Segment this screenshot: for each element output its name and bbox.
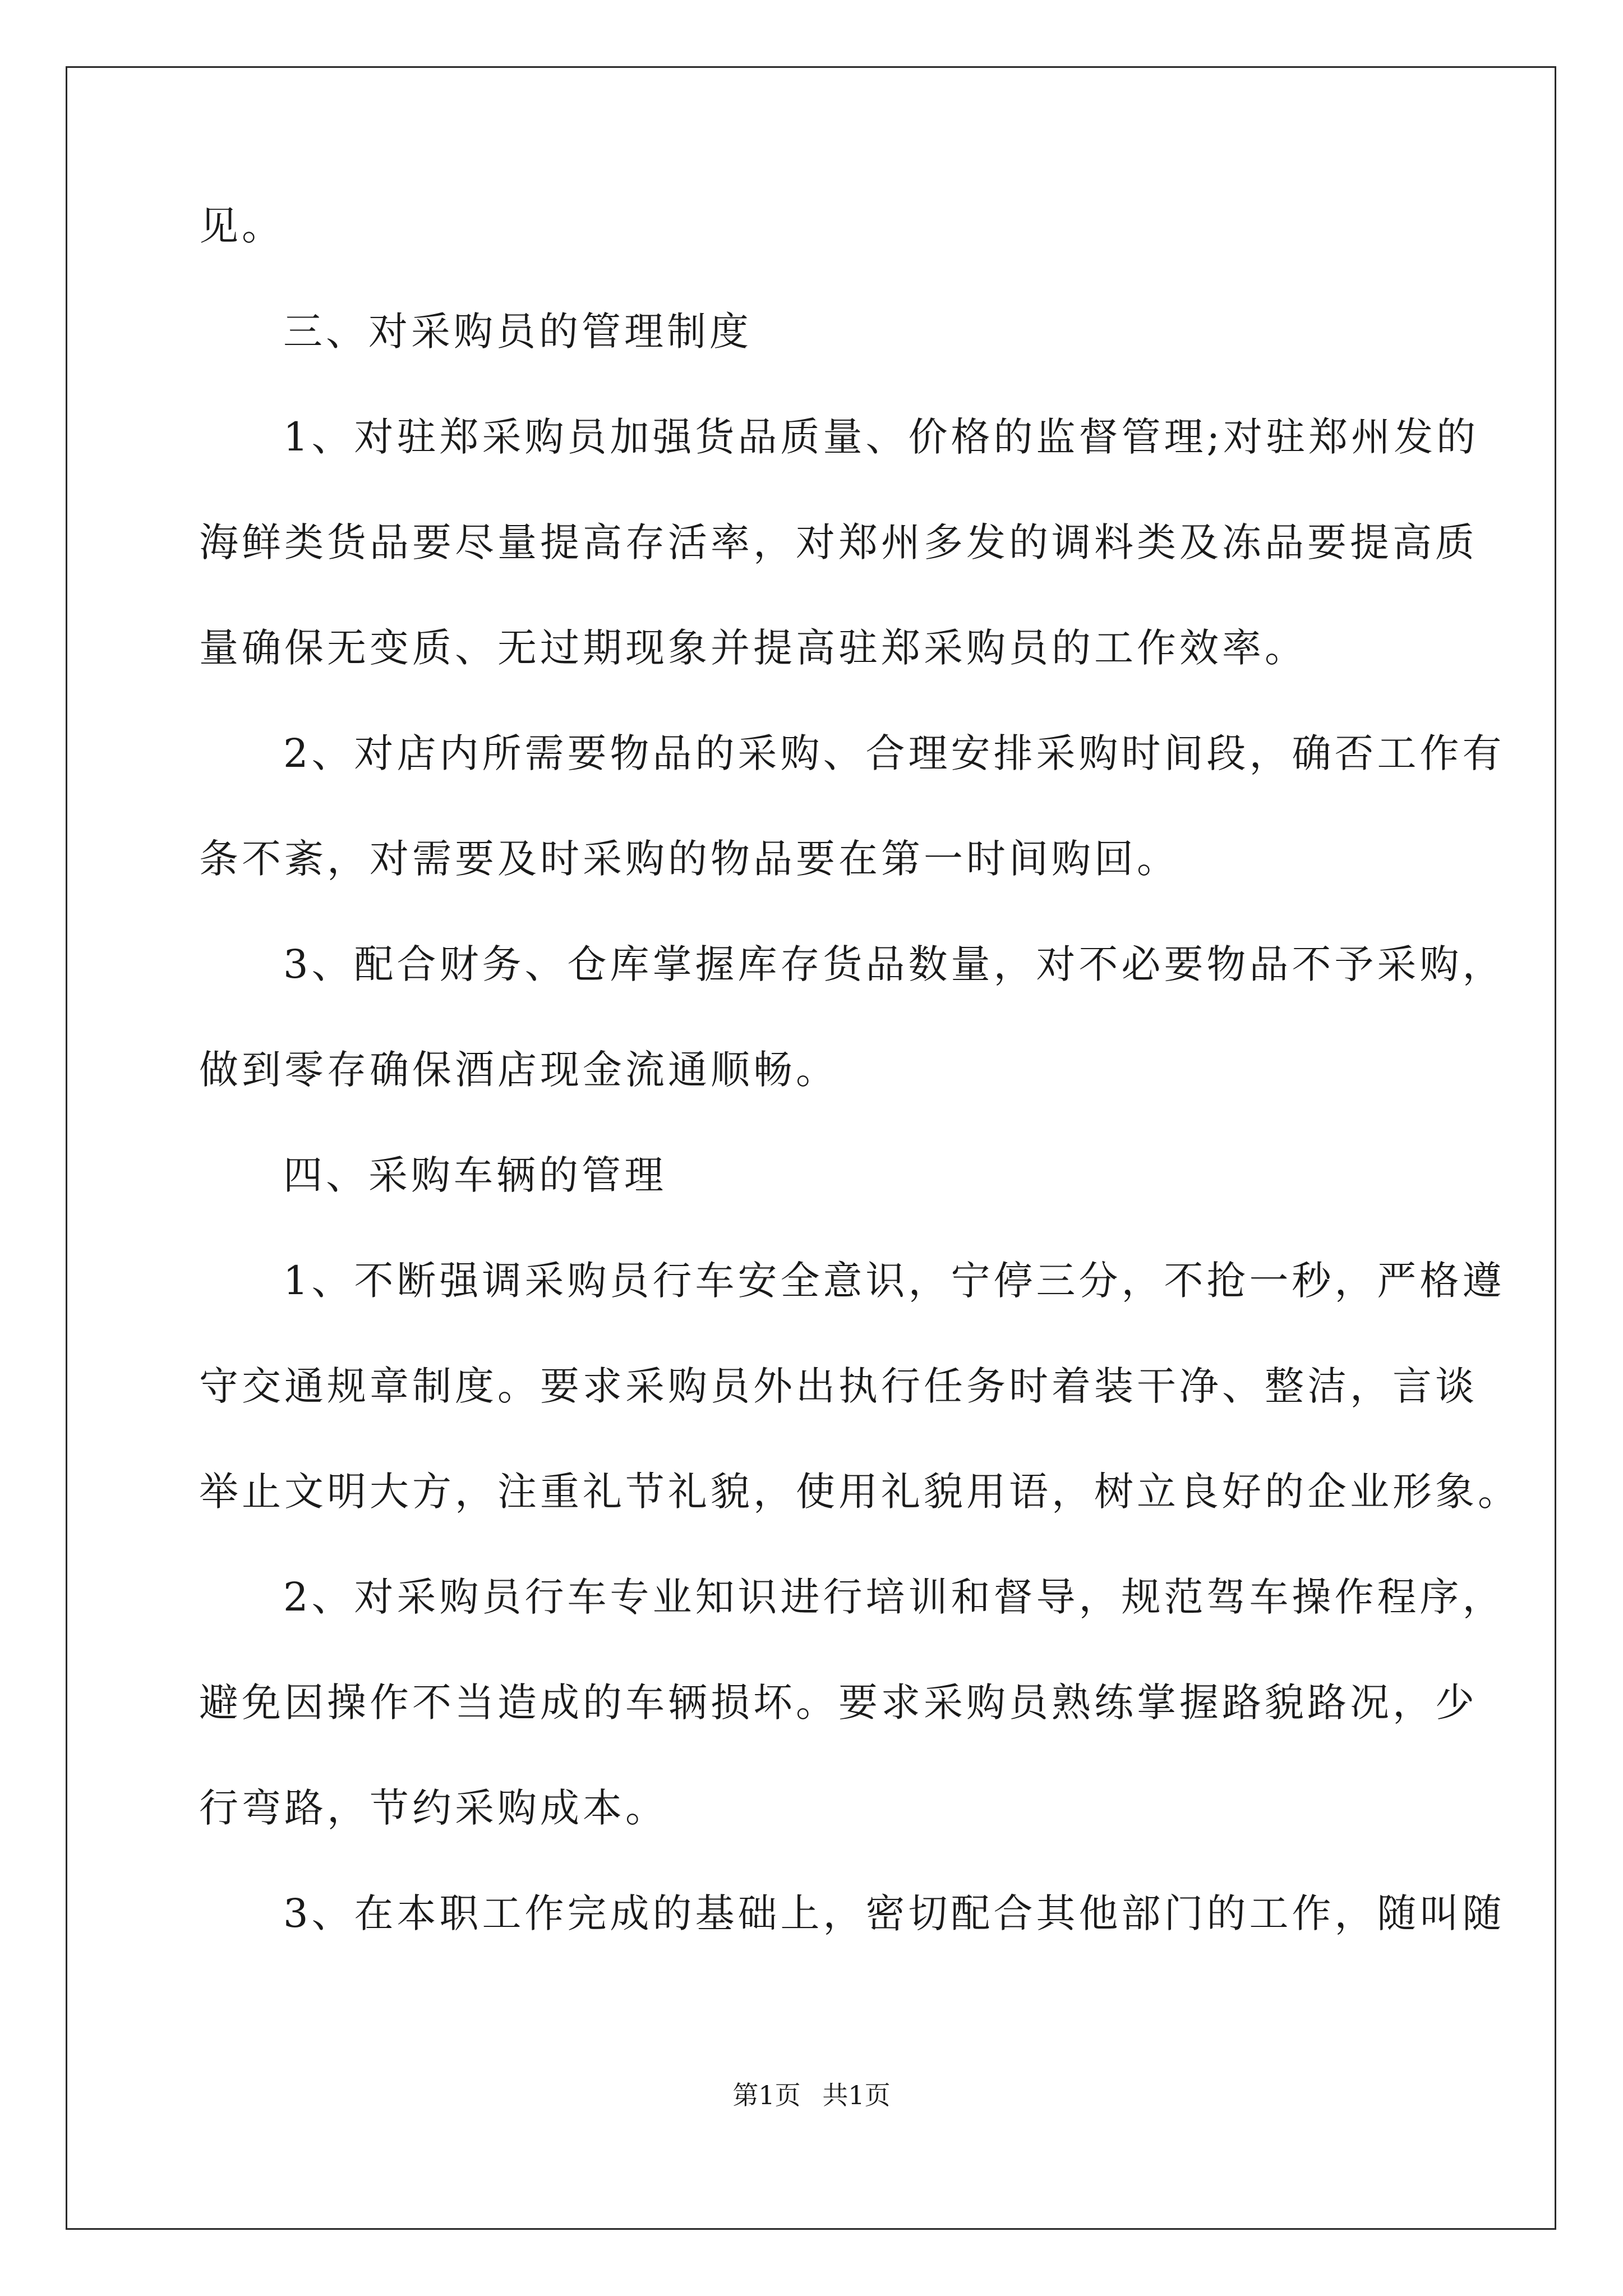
text-line: 1、对驻郑采购员加强货品质量、价格的监督管理;对驻郑州发的	[283, 414, 1479, 460]
page-footer	[0, 2078, 1623, 2112]
text-line: 海鲜类货品要尽量提高存活率，对郑州多发的调料类及冻品要提高质	[199, 519, 1478, 565]
text-line: 3、配合财务、仓库掌握库存货品数量，对不必要物品不予采购，	[283, 941, 1505, 987]
text-line: 举止文明大方，注重礼节礼貌，使用礼貌用语，树立良好的企业形象。	[199, 1469, 1520, 1515]
page-number-current: 第1页	[732, 2080, 801, 2110]
text-line: 2、对采购员行车专业知识进行培训和督导，规范驾车操作程序，	[283, 1574, 1505, 1620]
section-heading: 三、对采购员的管理制度	[283, 309, 752, 355]
text-line: 行弯路，节约采购成本。	[199, 1785, 668, 1831]
text-line: 做到零存确保酒店现金流通顺畅。	[199, 1047, 838, 1093]
text-line: 量确保无变质、无过期现象并提高驻郑采购员的工作效率。	[199, 625, 1307, 671]
section-heading: 四、采购车辆的管理	[283, 1152, 667, 1198]
text-line: 3、在本职工作完成的基础上，密切配合其他部门的工作，随叫随	[283, 1890, 1505, 1936]
text-line: 2、对店内所需要物品的采购、合理安排采购时间段，确否工作有	[283, 730, 1505, 776]
text-line: 避免因操作不当造成的车辆损坏。要求采购员熟练掌握路貌路况，少	[199, 1680, 1478, 1726]
text-line: 见。	[199, 203, 284, 249]
text-line: 1、不断强调采购员行车安全意识，宁停三分，不抢一秒，严格遵	[283, 1258, 1505, 1304]
text-line: 条不紊，对需要及时采购的物品要在第一时间购回。	[199, 836, 1179, 882]
page-number-total: 共1页	[822, 2080, 891, 2110]
text-line: 守交通规章制度。要求采购员外出执行任务时着装干净、整洁，言谈	[199, 1363, 1478, 1409]
